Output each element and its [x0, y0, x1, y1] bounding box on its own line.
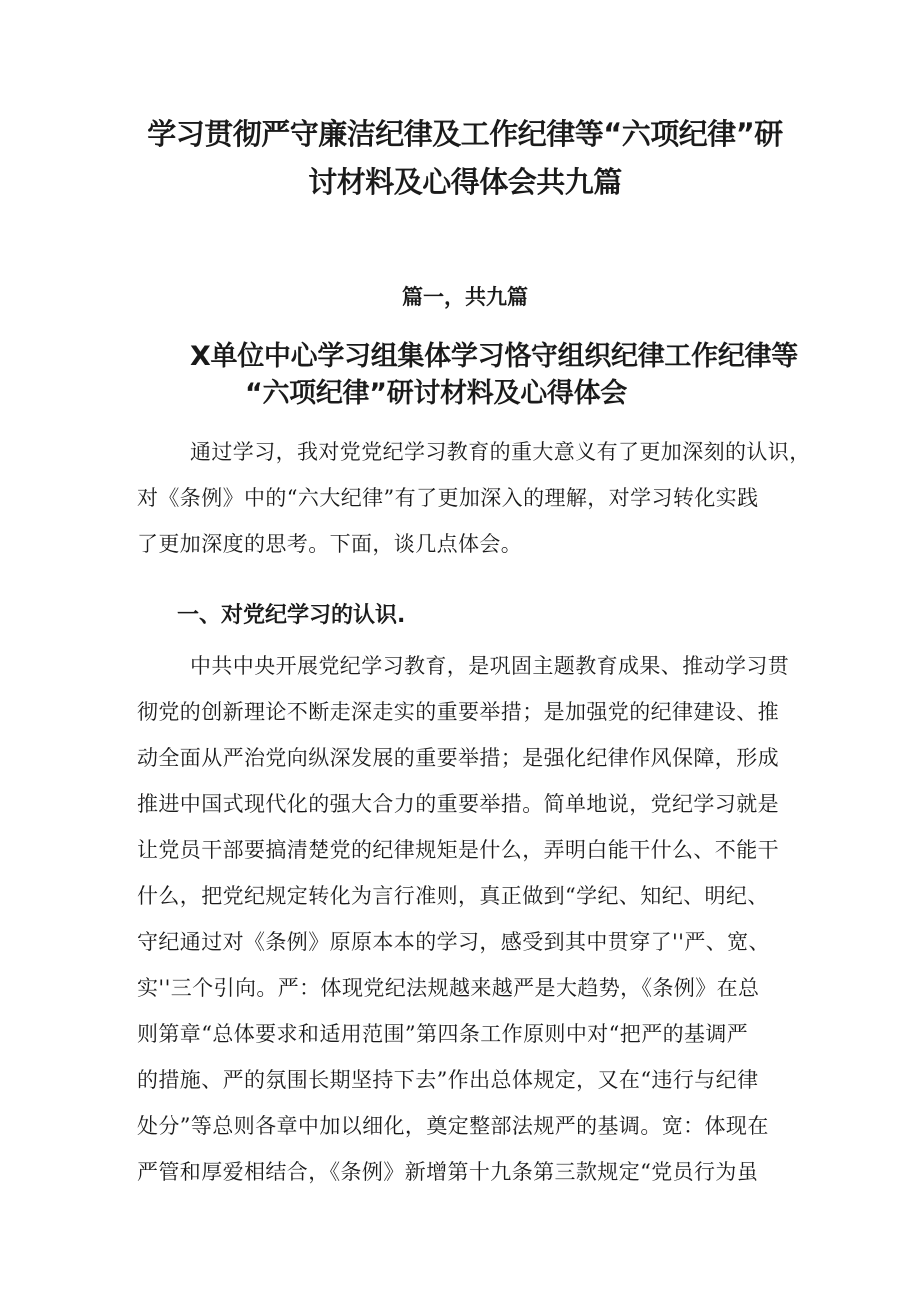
article-title-line-1: X单位中心学习组集体学习恪守组织纪律工作纪律等 — [190, 341, 798, 372]
section-line: 处分”等总则各章中加以细化，奠定整部法规严的基调。宽：体现在 — [137, 1114, 769, 1138]
section-line: 让党员干部要搞清楚党的纪律规矩是什么，弄明白能干什么、不能干 — [137, 838, 779, 862]
intro-line: 对《条例》中的“六大纪律”有了更加深入的理解，对学习转化实践 — [137, 486, 759, 510]
section-line: 的措施、严的氛围长期坚持下去”作出总体规定，又在“违行与纪律 — [137, 1068, 759, 1092]
section-line: 则第章“总体要求和适用范围”第四条工作原则中对“把严的基调严 — [137, 1022, 749, 1046]
section-line: 守纪通过对《条例》原原本本的学习，感受到其中贯穿了''严、宽、 — [137, 930, 770, 954]
section-line: 实''三个引向。严：体现党纪法规越来越严是大趋势，《条例》在总 — [137, 976, 760, 1000]
section-line: 动全面从严治党向纵深发展的重要举措；是强化纪律作风保障，形成 — [137, 746, 779, 770]
main-title-line-2: 讨材料及心得体会共九篇 — [308, 165, 622, 199]
section-line: 彻党的创新理论不断走深走实的重要举措；是加强党的纪律建设、推 — [137, 700, 779, 724]
chapter-subtitle: 篇一，共九篇 — [402, 285, 528, 309]
main-title-line-1: 学习贯彻严守廉洁纪律及工作纪律等“六项纪律”研 — [147, 117, 783, 151]
intro-line: 通过学习，我对党党纪学习教育的重大意义有了更加深刻的认识， — [190, 440, 811, 464]
intro-line: 了更加深度的思考。下面，谈几点体会。 — [137, 532, 523, 556]
section-heading: 一、对党纪学习的认识. — [177, 603, 406, 628]
section-line: 什么，把党纪规定转化为言行准则，真正做到“学纪、知纪、明纪、 — [137, 884, 769, 908]
section-line: 中共中央开展党纪学习教育，是巩固主题教育成果、推动学习贯 — [190, 654, 790, 678]
section-line: 推进中国式现代化的强大合力的重要举措。简单地说，党纪学习就是 — [137, 792, 779, 816]
article-title-line-2: “六项纪律”研讨材料及心得体会 — [245, 378, 627, 409]
section-line: 严管和厚爱相结合，《条例》新增第十九条第三款规定“党员行为虽 — [137, 1160, 759, 1184]
